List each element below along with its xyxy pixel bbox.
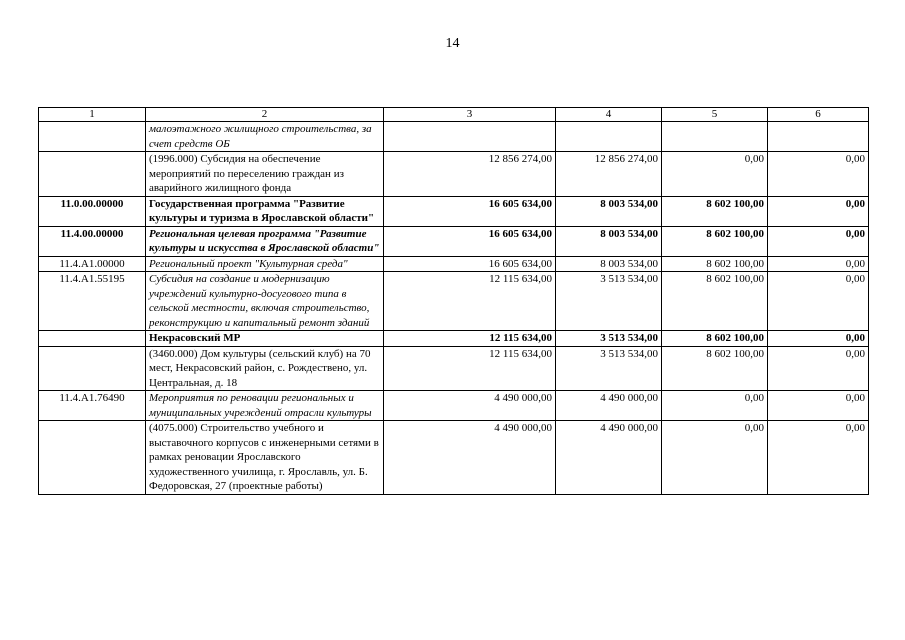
row-value-3: 4 490 000,00 xyxy=(384,421,556,495)
table-row xyxy=(39,272,869,331)
row-name: Субсидия на создание и модернизацию учреждений культурно-досугового типа в сельской местности, включая строительство, реконструкцию и капитальный ремонт зданий xyxy=(146,272,384,331)
row-value-6: 0,00 xyxy=(768,226,869,256)
row-value-5: 0,00 xyxy=(662,152,768,197)
row-code xyxy=(39,421,146,495)
row-value-3: 12 115 634,00 xyxy=(384,331,556,347)
column-header: 4 xyxy=(556,108,662,122)
table-row xyxy=(39,122,869,152)
row-code: 11.4.A1.00000 xyxy=(39,256,146,272)
row-name: (1996.000) Субсидия на обеспечение мероприятий по переселению граждан из аварийного жилищного фонда xyxy=(146,152,384,197)
row-code: 11.4.A1.76490 xyxy=(39,391,146,421)
row-value-6: 0,00 xyxy=(768,421,869,495)
table-row xyxy=(39,226,869,256)
row-value-3: 16 605 634,00 xyxy=(384,256,556,272)
row-name: Некрасовский МР xyxy=(146,331,384,347)
row-value-6 xyxy=(768,122,869,152)
column-header: 3 xyxy=(384,108,556,122)
row-value-5 xyxy=(662,122,768,152)
row-name: (3460.000) Дом культуры (сельский клуб) на 70 мест, Некрасовский район, с. Рождествено, ул. Центральная, д. 18 xyxy=(146,346,384,391)
row-name: Региональный проект "Культурная среда" xyxy=(146,256,384,272)
table-row xyxy=(39,152,869,197)
row-value-6: 0,00 xyxy=(768,272,869,331)
row-name: (4075.000) Строительство учебного и выставочного корпусов с инженерными сетями в рамках реновации Ярославского художественного училища, г. Ярославль, ул. Б. Федоровская, 27 (проектные работы) xyxy=(146,421,384,495)
row-value-5: 0,00 xyxy=(662,421,768,495)
row-value-4: 12 856 274,00 xyxy=(556,152,662,197)
table-row xyxy=(39,346,869,391)
column-header: 1 xyxy=(39,108,146,122)
table-row xyxy=(39,391,869,421)
row-value-6: 0,00 xyxy=(768,196,869,226)
row-value-6: 0,00 xyxy=(768,152,869,197)
row-code: 11.4.A1.55195 xyxy=(39,272,146,331)
row-value-4: 4 490 000,00 xyxy=(556,391,662,421)
row-name: Региональная целевая программа "Развитие культуры и искусства в Ярославской области" xyxy=(146,226,384,256)
row-value-3: 12 115 634,00 xyxy=(384,346,556,391)
row-value-3: 16 605 634,00 xyxy=(384,226,556,256)
row-code xyxy=(39,346,146,391)
row-value-4: 8 003 534,00 xyxy=(556,256,662,272)
row-code xyxy=(39,152,146,197)
column-header: 5 xyxy=(662,108,768,122)
row-value-5: 8 602 100,00 xyxy=(662,226,768,256)
table-row xyxy=(39,421,869,495)
row-value-4 xyxy=(556,122,662,152)
column-header: 6 xyxy=(768,108,869,122)
budget-table xyxy=(38,107,869,495)
table-row xyxy=(39,196,869,226)
row-value-3: 12 856 274,00 xyxy=(384,152,556,197)
row-value-4: 4 490 000,00 xyxy=(556,421,662,495)
row-value-5: 8 602 100,00 xyxy=(662,331,768,347)
row-code: 11.0.00.00000 xyxy=(39,196,146,226)
row-value-4: 3 513 534,00 xyxy=(556,272,662,331)
column-header: 2 xyxy=(146,108,384,122)
row-value-6: 0,00 xyxy=(768,346,869,391)
row-value-6: 0,00 xyxy=(768,391,869,421)
row-value-4: 3 513 534,00 xyxy=(556,346,662,391)
row-code xyxy=(39,122,146,152)
table-header-row xyxy=(39,108,869,122)
row-code: 11.4.00.00000 xyxy=(39,226,146,256)
row-code xyxy=(39,331,146,347)
row-value-5: 8 602 100,00 xyxy=(662,346,768,391)
row-value-6: 0,00 xyxy=(768,256,869,272)
row-name: Мероприятия по реновации региональных и муниципальных учреждений отрасли культуры xyxy=(146,391,384,421)
row-value-5: 8 602 100,00 xyxy=(662,196,768,226)
row-name: Государственная программа "Развитие культуры и туризма в Ярославской области" xyxy=(146,196,384,226)
row-value-4: 8 003 534,00 xyxy=(556,196,662,226)
row-value-3 xyxy=(384,122,556,152)
table-row xyxy=(39,256,869,272)
row-value-5: 8 602 100,00 xyxy=(662,272,768,331)
row-value-3: 16 605 634,00 xyxy=(384,196,556,226)
row-value-6: 0,00 xyxy=(768,331,869,347)
row-value-3: 12 115 634,00 xyxy=(384,272,556,331)
row-value-5: 0,00 xyxy=(662,391,768,421)
row-value-5: 8 602 100,00 xyxy=(662,256,768,272)
page-number: 14 xyxy=(445,36,460,51)
row-value-4: 3 513 534,00 xyxy=(556,331,662,347)
row-name: малоэтажного жилищного строительства, за счет средств ОБ xyxy=(146,122,384,152)
table-row xyxy=(39,331,869,347)
row-value-4: 8 003 534,00 xyxy=(556,226,662,256)
row-value-3: 4 490 000,00 xyxy=(384,391,556,421)
